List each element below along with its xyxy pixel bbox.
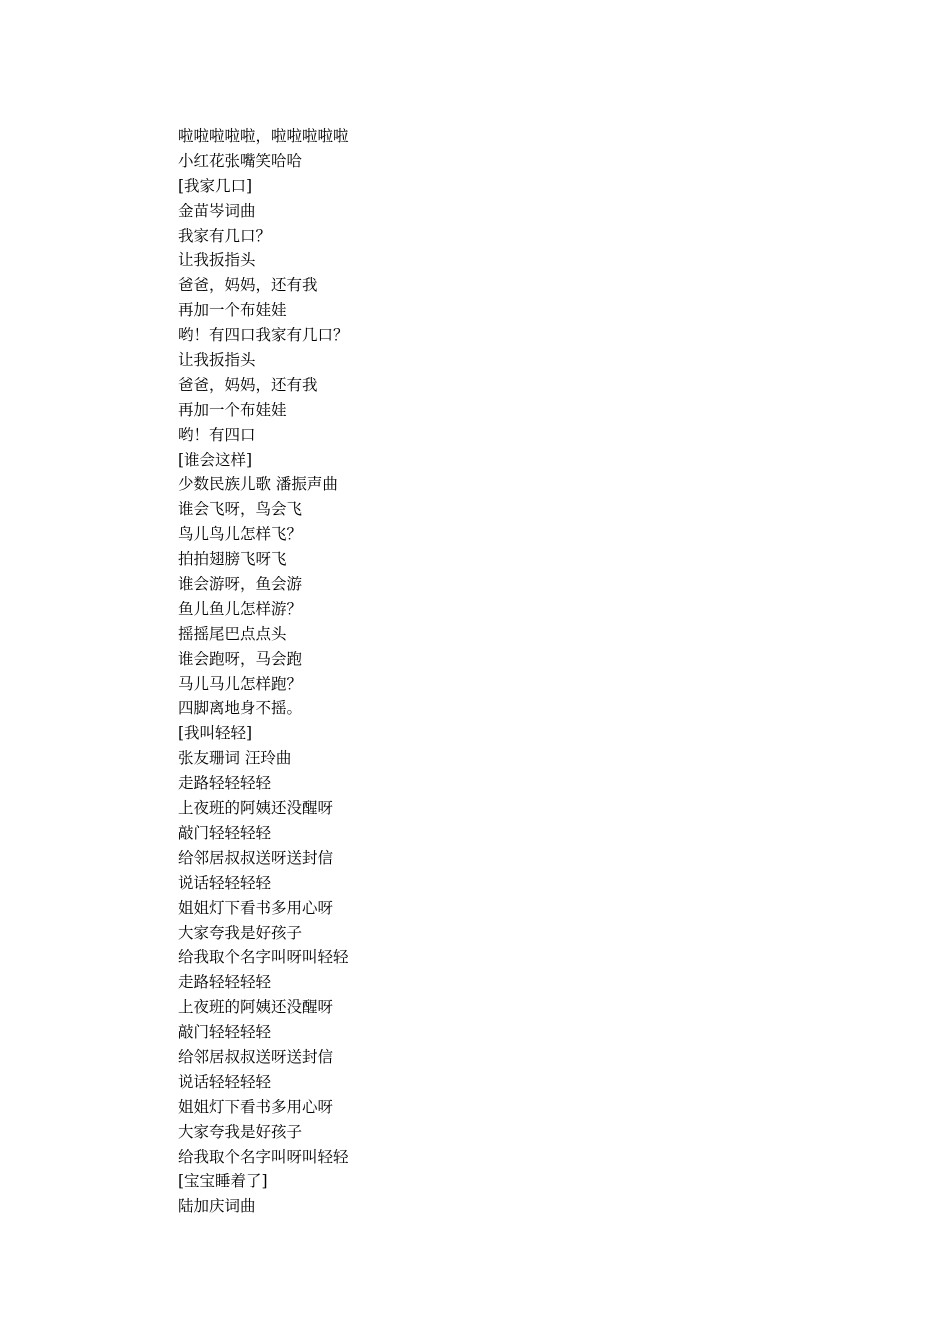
text-line: 说话轻轻轻轻 bbox=[178, 1072, 272, 1091]
song-title: [谁会这样] bbox=[178, 450, 253, 469]
text-line: 爸爸，妈妈，还有我 bbox=[178, 276, 318, 295]
text-line: 让我扳指头 bbox=[178, 251, 256, 270]
text-line: 敲门轻轻轻轻 bbox=[178, 823, 272, 842]
text-line: 姐姐灯下看书多用心呀 bbox=[178, 898, 334, 917]
song-credit: 少数民族儿歌 潘振声曲 bbox=[178, 475, 338, 494]
text-line: 给邻居叔叔送呀送封信 bbox=[178, 848, 334, 867]
text-line: 哟！有四口 bbox=[178, 425, 256, 444]
song-title: [宝宝睡着了] bbox=[178, 1172, 268, 1191]
text-line: 给邻居叔叔送呀送封信 bbox=[178, 1047, 334, 1066]
text-line: 大家夸我是好孩子 bbox=[178, 923, 303, 942]
text-line: 让我扳指头 bbox=[178, 351, 256, 370]
text-line: 给我取个名字叫呀叫轻轻 bbox=[178, 1147, 349, 1166]
song-credit: 陆加庆词曲 bbox=[178, 1197, 256, 1216]
lyrics-text-block bbox=[178, 124, 778, 1219]
text-line: 上夜班的阿姨还没醒呀 bbox=[178, 799, 334, 818]
text-line: 谁会游呀，鱼会游 bbox=[178, 575, 303, 594]
text-line: 说话轻轻轻轻 bbox=[178, 873, 272, 892]
text-line: 哟！有四口我家有几口？ bbox=[178, 326, 349, 345]
text-line: 啦啦啦啦啦，啦啦啦啦啦 bbox=[178, 127, 349, 145]
song-title: [我叫轻轻] bbox=[178, 724, 253, 743]
text-line: 大家夸我是好孩子 bbox=[178, 1122, 303, 1141]
song-title: [我家几口] bbox=[178, 176, 253, 195]
text-line: 拍拍翅膀飞呀飞 bbox=[178, 550, 287, 569]
text-line: 谁会飞呀，鸟会飞 bbox=[178, 500, 303, 519]
text-line: 姐姐灯下看书多用心呀 bbox=[178, 1097, 334, 1116]
text-line: 敲门轻轻轻轻 bbox=[178, 1023, 272, 1042]
text-line: 走路轻轻轻轻 bbox=[178, 774, 272, 793]
text-line: 给我取个名字叫呀叫轻轻 bbox=[178, 948, 349, 967]
text-line: 再加一个布娃娃 bbox=[178, 400, 287, 419]
text-line: 鸟儿鸟儿怎样飞？ bbox=[178, 525, 303, 544]
text-line: 走路轻轻轻轻 bbox=[178, 973, 272, 992]
text-line: 马儿马儿怎样跑？ bbox=[178, 674, 303, 693]
text-line: 鱼儿鱼儿怎样游？ bbox=[178, 599, 303, 618]
text-line: 上夜班的阿姨还没醒呀 bbox=[178, 998, 334, 1017]
text-line: 四脚离地身不摇。 bbox=[178, 699, 303, 718]
text-line: 谁会跑呀，马会跑 bbox=[178, 649, 303, 668]
text-line: 爸爸，妈妈，还有我 bbox=[178, 375, 318, 394]
text-line: 摇摇尾巴点点头 bbox=[178, 624, 287, 643]
text-line: 我家有几口？ bbox=[178, 226, 272, 245]
song-credit: 张友珊词 汪玲曲 bbox=[178, 749, 292, 768]
text-line: 小红花张嘴笑哈哈 bbox=[178, 151, 303, 170]
song-credit: 金苗岑词曲 bbox=[178, 201, 256, 220]
text-line: 再加一个布娃娃 bbox=[178, 301, 287, 320]
